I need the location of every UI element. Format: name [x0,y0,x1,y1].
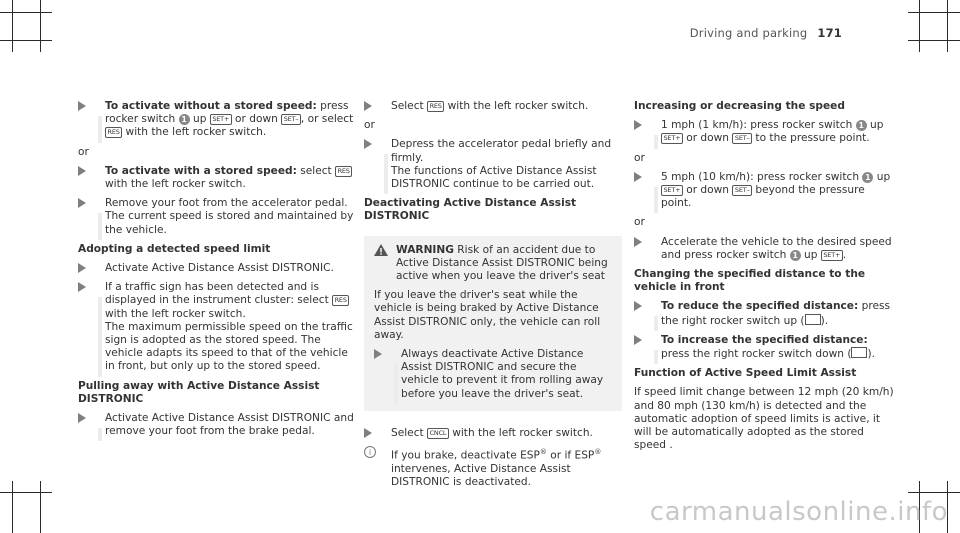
column-2 [364,100,622,489]
set-plus-key-icon: SET+ [821,250,843,261]
step-text: Select [391,426,428,439]
distance-reduce-icon [805,314,821,325]
step-arrow-icon [634,237,642,247]
step-text: beyond the pressure point. [661,184,865,210]
step-text: Activate Active Distance Assist DISTRONIC and remove your foot from the brake pedal. [105,412,354,438]
step-text: Always deactivate Active Distance Assist DISTRONIC and secure the vehicle to prevent it from rolling away before you leave the driver's seat. [401,348,604,400]
page-number: 171 [817,26,842,40]
crop-mark [0,12,52,13]
set-minus-key-icon: SET– [732,133,752,144]
step-text: press the right rocker switch up ( [661,300,891,327]
step-text: with the left rocker switch. [105,307,246,320]
step-text: Activate Active Distance Assist DISTRONIC. [105,262,334,275]
instruction-step [78,281,356,373]
instruction-step: Accelerate the vehicle to the desired speed and press rocker switch 1 up SET+ . [634,236,894,262]
step-arrow-icon [364,101,372,111]
note-text: intervenes, Active Distance Assist DISTRONIC is deactivated. [391,462,571,488]
step-text: Accelerate the vehicle to the desired speed and press rocker switch [661,235,892,261]
step-text: to the pressure point. [752,132,870,145]
instruction-step [634,171,894,211]
info-note [364,446,622,489]
paragraph: If speed limit change between 12 mph (20 km/h) and 80 mph (130 km/h) is detected and the automatic adoption of speed limits is active, it will be automatically adopted as the stored speed . [634,386,894,452]
crop-mark [908,40,960,41]
step-text: ). [820,314,829,327]
crop-mark [908,492,960,493]
step-text: Select [391,100,428,112]
section-heading: Function of Active Speed Limit Assist [634,367,857,380]
step-text: with the left rocker switch. [105,178,246,191]
step-text: 1 mph (1 km/h): press rocker switch [661,119,856,132]
warning-box [364,236,622,411]
section-heading: Deactivating Active Distance Assist DISTRONIC [364,197,577,223]
rocker-switch-number-icon: 1 [862,172,873,183]
step-text: 5 mph (10 km/h): press rocker switch [661,170,863,183]
step-text: ). [867,348,875,361]
note-text: or if ESP [546,449,595,462]
res-key-icon: RES [105,127,122,138]
warning-title: WARNING [396,243,454,256]
step-arrow-icon [78,101,86,111]
step-text: , or select [300,113,354,126]
cncl-key-icon: CNCL [427,428,449,439]
instruction-step [634,119,894,145]
set-minus-key-icon: SET– [732,185,752,196]
step-text: If a traffic sign has been detected and is displayed in the instrument cluster: select [105,281,333,307]
info-icon: i [364,446,376,458]
step-arrow-icon [78,263,86,273]
column-3 [634,100,894,452]
step-text: or down [682,132,733,145]
res-key-icon: RES [335,166,352,177]
step-text: or down [231,113,282,126]
step-heading: To activate without a stored speed: [105,100,317,112]
set-minus-key-icon: SET– [281,114,301,125]
section-heading: Pulling away with Active Distance Assist DISTRONIC [78,379,320,405]
res-key-icon: RES [427,101,444,112]
set-plus-key-icon: SET+ [661,133,683,144]
section-heading: Adopting a detected speed limit [78,242,271,255]
crop-mark [947,0,948,52]
set-plus-key-icon: SET+ [661,185,683,196]
column-1 [78,100,356,444]
step-arrow-icon [634,301,642,311]
step-heading: To activate with a stored speed: [105,164,297,177]
step-arrow-icon [364,428,372,438]
step-heading: To reduce the specified distance: [661,300,859,313]
step-text: press rocker switch [105,100,349,126]
section-heading: Changing the specified distance to the vehicle in front [634,268,866,294]
step-arrow-icon [78,166,86,176]
step-arrow-icon [634,120,642,130]
registered-mark: ® [594,448,602,457]
registered-mark: ® [539,448,547,457]
warning-triangle-icon [374,244,388,256]
res-key-icon: RES [332,295,349,306]
instruction-step [364,138,622,191]
step-text: with the left rocker switch. [448,426,593,439]
step-arrow-icon [78,413,86,423]
page-header [690,26,842,40]
crop-mark [908,12,960,13]
instruction-step [78,100,356,140]
or-separator: or [634,216,645,229]
crop-mark [12,0,13,52]
step-text: up [189,113,210,126]
instruction-step [634,300,894,327]
step-heading: To increase the specified distance: [661,333,868,346]
distance-increase-icon [851,347,867,358]
section-title: Driving and parking [689,26,808,40]
rocker-switch-number-icon: 1 [179,114,190,125]
instruction-step [78,165,356,191]
crop-mark [12,481,13,533]
warning-text: If you leave the driver's seat while the vehicle is being braked by Active Distance Assist DISTRONIC only, the vehicle can roll away. [374,289,601,341]
step-text: with the left rocker switch. [444,100,589,112]
crop-mark [919,0,920,52]
step-arrow-icon [634,335,642,345]
set-plus-key-icon: SET+ [210,114,232,125]
step-arrow-icon [634,172,642,182]
rocker-switch-number-icon: 1 [790,250,801,261]
or-separator: or [364,119,375,132]
or-separator: or [634,151,645,164]
section-heading: Increasing or decreasing the speed [634,100,845,112]
crop-mark [40,0,41,52]
step-text: select [296,164,336,177]
crop-mark [0,492,52,493]
step-arrow-icon [374,349,382,359]
step-arrow-icon [364,139,372,149]
instruction-step [78,197,356,237]
step-text: press the right rocker switch down ( [661,348,852,361]
step-text: up [866,119,884,132]
crop-mark [40,481,41,533]
step-text: Depress the accelerator pedal briefly and firmly. [391,138,612,164]
step-arrow-icon [78,198,86,208]
instruction-step [78,262,356,275]
watermark: carmanualsonline.info [649,497,948,527]
step-result: The functions of Active Distance Assist DISTRONIC continue to be carried out. [391,164,597,191]
instruction-step [364,100,622,113]
step-text: or down [682,184,733,197]
instruction-step [374,348,612,401]
step-text: up [800,248,821,261]
step-text: with the left rocker switch. [122,126,267,139]
instruction-step [78,412,356,438]
instruction-step [634,334,894,361]
step-text: up [873,170,891,183]
step-result: The maximum permissible speed on the traffic sign is adopted as the stored speed. The vehicle adapts its speed to that of the vehicle in front, but only up to the stored speed. [105,320,353,373]
step-arrow-icon [78,282,86,292]
note-text: If you brake, deactivate ESP [391,449,540,462]
instruction-step [364,427,622,440]
rocker-switch-number-icon: 1 [856,120,867,131]
warning-title-text: Risk of an accident due to Active Distance Assist DISTRONIC being active when you leave the driver's seat [396,243,608,283]
or-separator: or [78,145,89,158]
crop-mark [0,40,52,41]
step-text: Remove your foot from the accelerator pedal. The current speed is stored and maintained by the vehicle. [105,197,354,236]
